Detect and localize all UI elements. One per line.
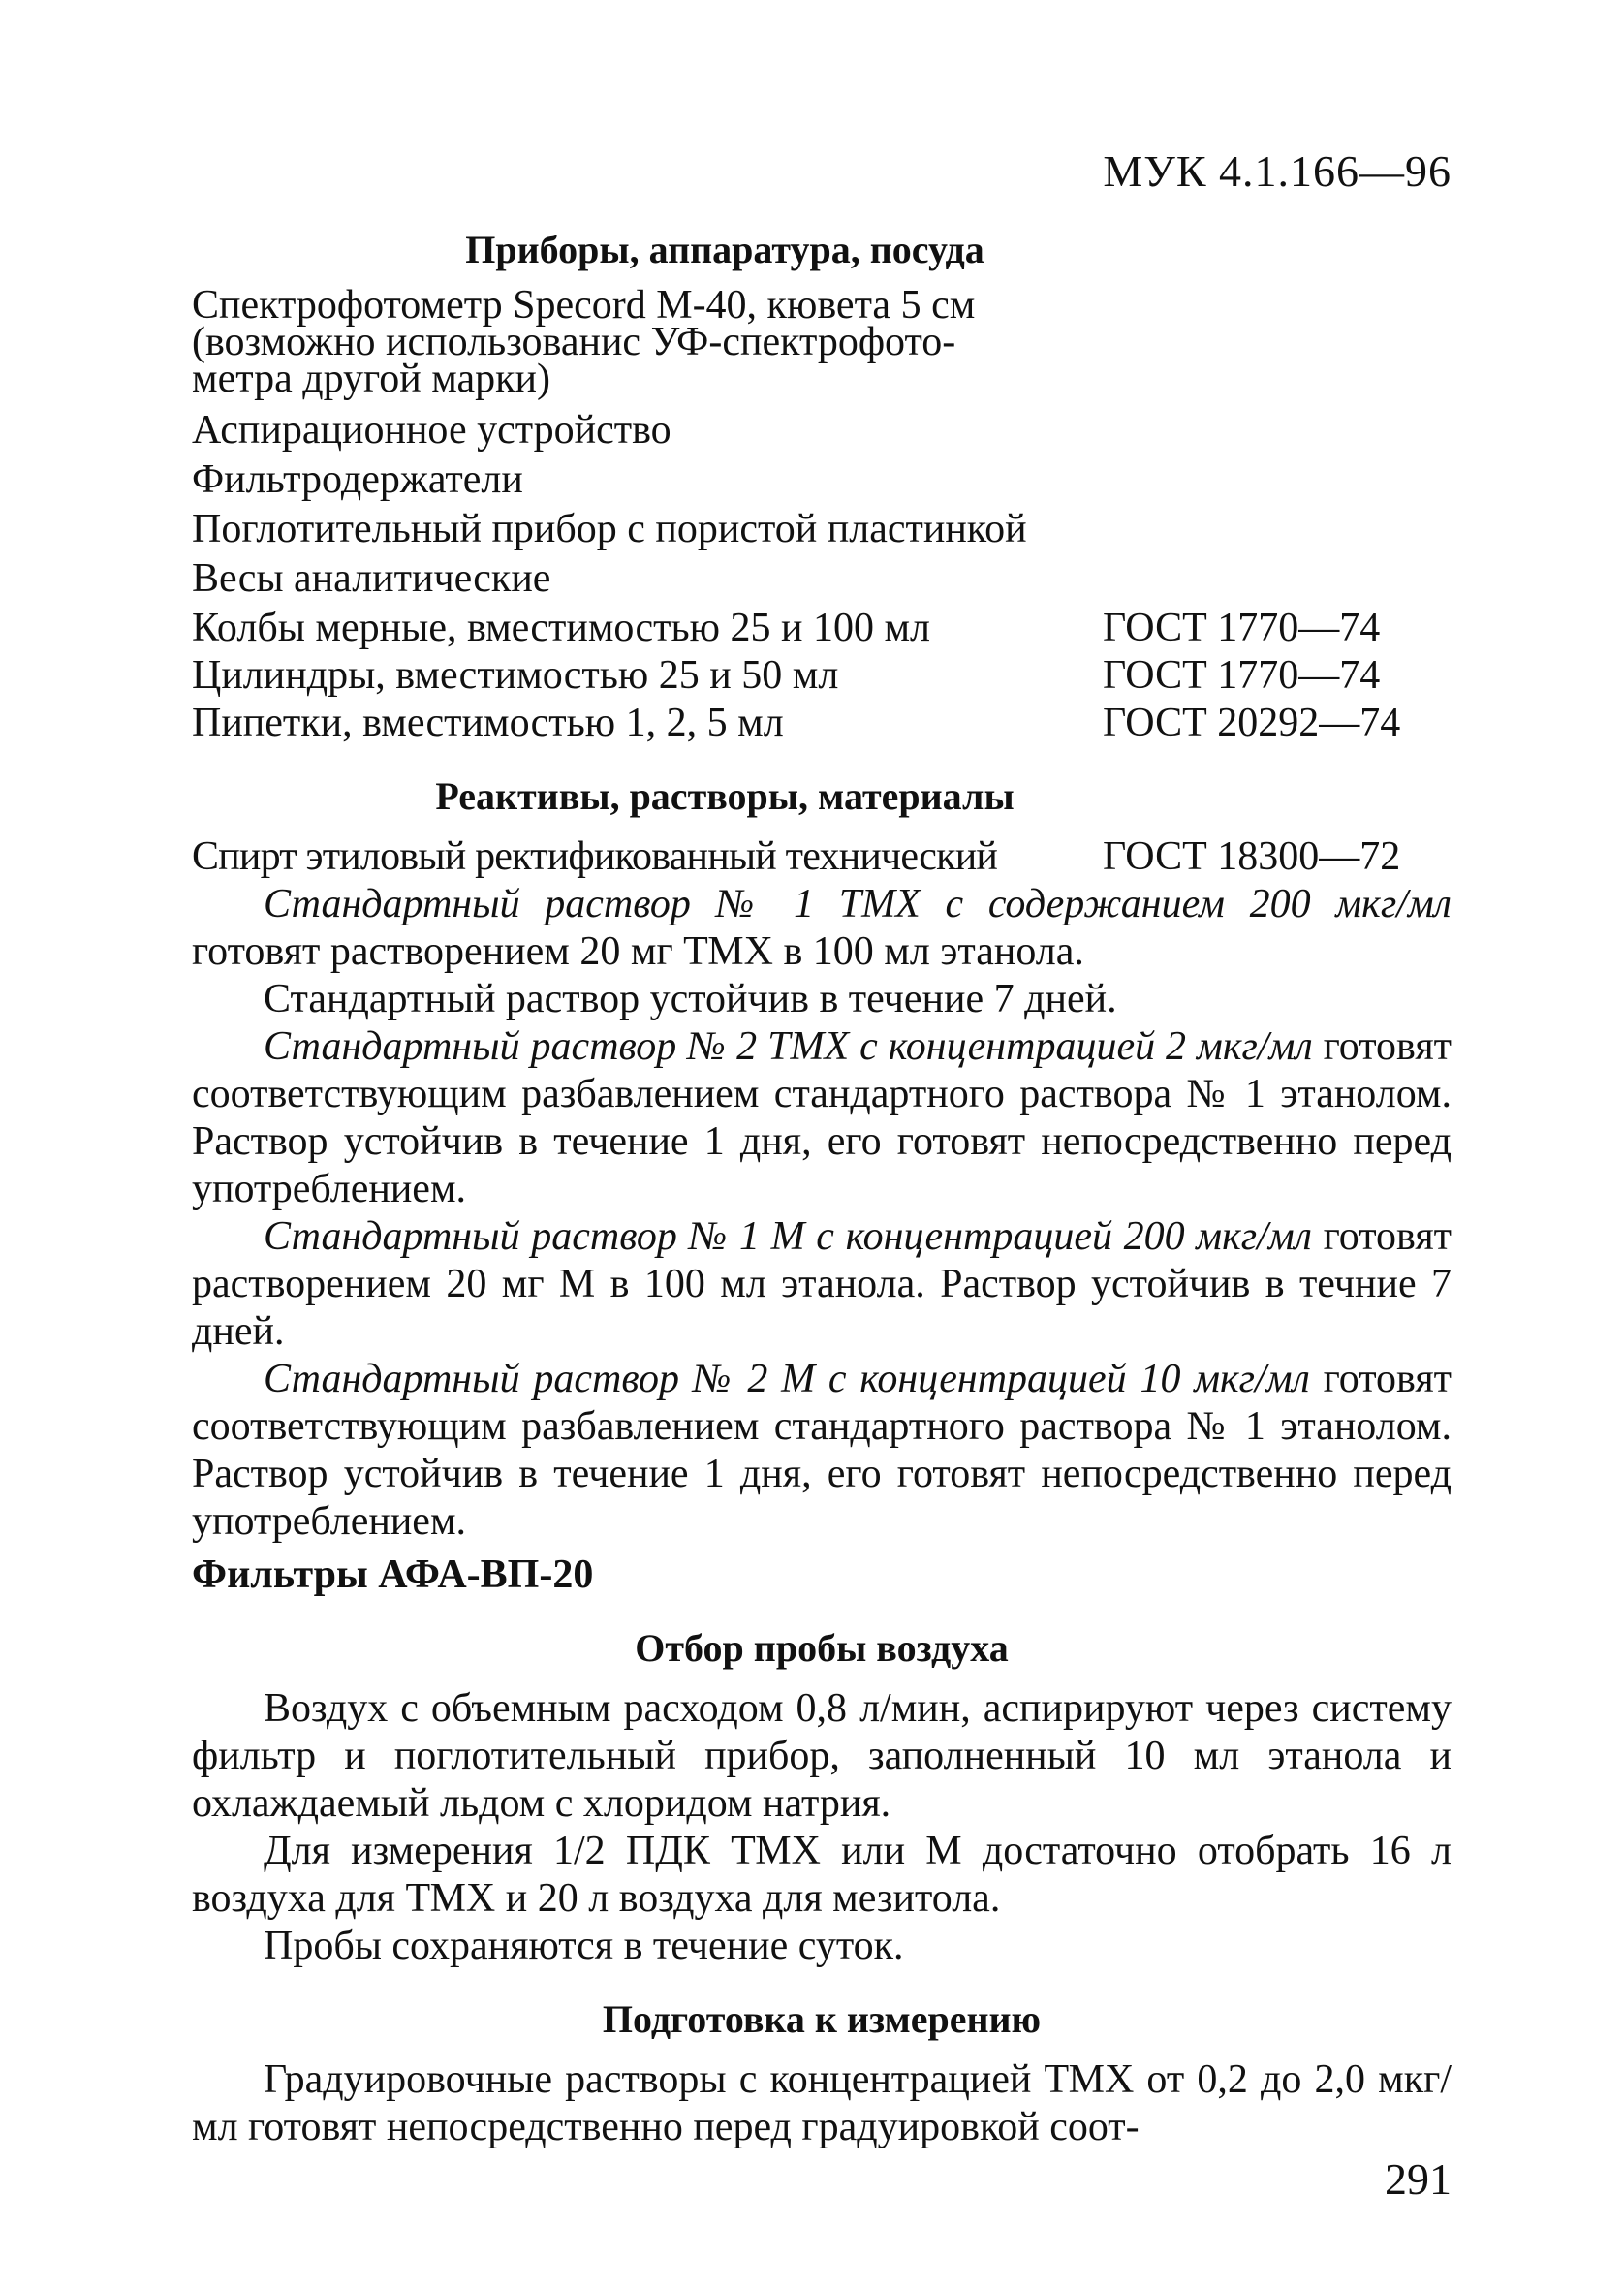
solution-text: готовят растворением 20 мг М в 100 мл этанола. Раствор устойчив в течние 7 дней. [192, 1214, 1452, 1354]
solution-paragraph [192, 881, 1452, 976]
solution-paragraph [192, 1213, 1452, 1356]
section-title-sampling: Отбор пробы воздуха [635, 1626, 1009, 1670]
section-title-preparation: Подготовка к измерению [602, 1997, 1042, 2041]
equipment-name: Пипетки, вместимостью 1, 2, 5 мл [192, 701, 784, 745]
solution-paragraph [192, 1023, 1452, 1213]
gost-reference: ГОСТ 20292—74 [1103, 701, 1401, 745]
solution-paragraph [192, 1356, 1452, 1546]
equipment-item: Фильтродержатели [192, 457, 523, 502]
page-number: 291 [1385, 2154, 1452, 2204]
equipment-line: метра другой марки) [192, 357, 551, 401]
solution-text: готовят соответствующим разбавлением стандартного раствора № 1 этанолом. Раствор устойчив в течение 1 дня, его готовят непосредственно перед употреблением. [192, 1357, 1452, 1544]
page-content [192, 218, 1452, 2151]
solution-title: Стандартный раствор № 2 М с концентрацией 10 мкг/мл [264, 1357, 1310, 1401]
equipment-line: Спектрофотометр Specord М-40, кювета 5 см [192, 283, 976, 328]
equipment-gost-row [192, 652, 1452, 700]
sampling-paragraph: Пробы сохраняются в течение суток. [264, 1924, 904, 1968]
section-title-equipment: Приборы, аппаратура, посуда [465, 228, 984, 271]
equipment-item: Поглотительный прибор с пористой пластинкой [192, 507, 1027, 551]
sampling-paragraph: Воздух с объемным расходом 0,8 л/мин, аспирируют через систему фильтр и поглотительный прибор, заполненный 10 мл этанола и охлаждаемый льдом с хлоридом натрия. [192, 1686, 1452, 1826]
gost-reference: ГОСТ 1770—74 [1103, 653, 1381, 698]
document-code: МУК 4.1.166—96 [1103, 146, 1452, 196]
sampling-paragraph: Для измерения 1/2 ПДК ТМХ или М достаточно отобрать 16 л воздуха для ТМХ и 20 л воздуха для мезитола. [192, 1829, 1452, 1921]
reagent-name: Спирт этиловый ректификованный технический [192, 834, 998, 879]
solution-text: готовят соответствующим разбавлением стандартного раствора № 1 этанолом. Раствор устойчив в течение 1 дня, его готовят непосредственно перед употреблением. [192, 1024, 1452, 1211]
filters-item: Фильтры АФА-ВП-20 [192, 1552, 594, 1597]
equipment-item-spectrophotometer [192, 283, 1452, 401]
solution-paragraph: Стандартный раствор устойчив в течение 7 дней. [264, 977, 1117, 1021]
equipment-gost-row [192, 605, 1452, 652]
equipment-gost-row [192, 700, 1452, 747]
gost-reference: ГОСТ 18300—72 [1103, 834, 1401, 879]
solution-title: Стандартный раствор № 1 ТМХ с содержанием 200 мкг/мл [264, 882, 1452, 926]
equipment-name: Колбы мерные, вместимостью 25 и 100 мл [192, 606, 930, 650]
solution-title: Стандартный раствор № 1 М с концентрацией 200 мкг/мл [264, 1214, 1312, 1259]
section-title-reagents: Реактивы, растворы, материалы [435, 774, 1015, 818]
solution-title: Стандартный раствор № 2 ТМХ с концентрацией 2 мкг/мл [264, 1024, 1313, 1069]
reagent-gost-row [192, 833, 1452, 881]
equipment-name: Цилиндры, вместимостью 25 и 50 мл [192, 653, 839, 698]
equipment-item: Аспирационное устройство [192, 408, 671, 453]
equipment-item: Весы аналитические [192, 556, 551, 601]
gost-reference: ГОСТ 1770—74 [1103, 606, 1381, 650]
preparation-paragraph: Градуировочные растворы с концентрацией ТМХ от 0,2 до 2,0 мкг/мл готовят непосредственно перед градуировкой соот- [192, 2057, 1452, 2149]
solution-text: готовят растворением 20 мг ТМХ в 100 мл этанола. [192, 929, 1084, 974]
equipment-line: (возможно использованис УФ-спектрофото- [192, 320, 956, 364]
